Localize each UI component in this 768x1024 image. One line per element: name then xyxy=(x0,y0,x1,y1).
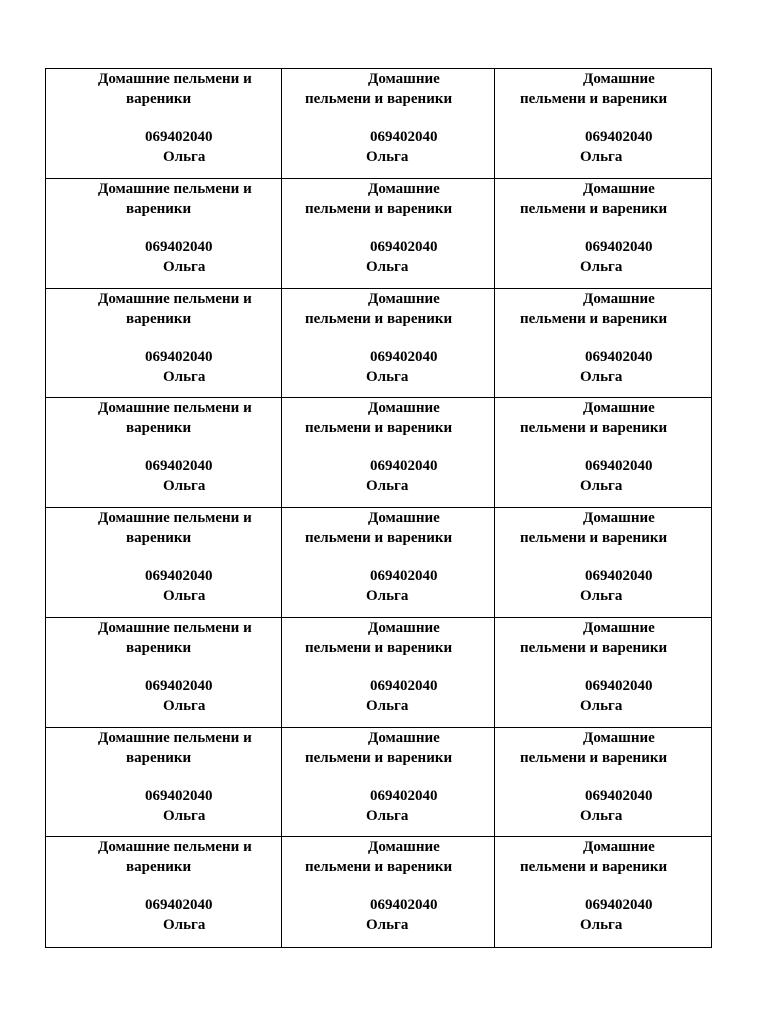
card-title-line-1: Домашние xyxy=(583,619,655,636)
card-phone: 069402040 xyxy=(585,348,653,365)
label-card xyxy=(282,289,495,399)
card-contact-name: Ольга xyxy=(580,478,623,495)
card-title-line-2: пельмени и вареники xyxy=(305,200,453,217)
card-phone: 069402040 xyxy=(145,348,213,365)
card-contact-name: Ольга xyxy=(580,697,623,714)
label-card xyxy=(282,728,495,838)
card-title-line-2: вареники xyxy=(126,200,192,217)
card-title-line-2: пельмени и вареники xyxy=(305,420,453,437)
card-title-line-2: пельмени и вареники xyxy=(305,91,453,107)
card-title-line-2: вареники xyxy=(126,639,192,656)
label-card xyxy=(495,398,711,508)
card-contact-name: Ольга xyxy=(580,917,623,934)
label-card xyxy=(282,837,495,947)
card-phone: 069402040 xyxy=(145,458,213,475)
card-title-line-1: Домашние xyxy=(368,619,440,636)
card-title-line-1: Домашние xyxy=(583,510,655,526)
card-title-line-1: Домашние xyxy=(368,290,440,307)
card-phone: 069402040 xyxy=(370,238,438,255)
card-contact-name: Ольга xyxy=(580,368,623,385)
card-phone: 069402040 xyxy=(585,787,653,804)
label-card xyxy=(495,618,711,728)
card-phone: 069402040 xyxy=(145,897,213,914)
label-card xyxy=(495,69,711,179)
card-title-line-2: пельмени и вареники xyxy=(520,200,668,217)
label-card xyxy=(282,179,495,289)
card-contact-name: Ольга xyxy=(163,368,206,385)
card-title-line-2: пельмени и вареники xyxy=(305,310,453,327)
label-card xyxy=(46,398,282,508)
card-title-line-1: Домашние xyxy=(583,71,655,87)
card-contact-name: Ольга xyxy=(366,258,409,275)
card-title-line-1: Домашние пельмени и xyxy=(98,180,252,197)
card-contact-name: Ольга xyxy=(366,588,409,604)
card-title-line-1: Домашние xyxy=(583,729,655,746)
card-title-line-2: вареники xyxy=(126,859,192,876)
card-title-line-2: пельмени и вареники xyxy=(305,749,453,766)
label-card xyxy=(46,69,282,179)
card-title-line-1: Домашние пельмени и xyxy=(98,400,252,417)
card-contact-name: Ольга xyxy=(366,478,409,495)
label-card xyxy=(495,837,711,947)
card-title-line-1: Домашние xyxy=(583,180,655,197)
card-title-line-2: вареники xyxy=(126,91,192,107)
card-phone: 069402040 xyxy=(585,238,653,255)
card-title-line-1: Домашние пельмени и xyxy=(98,290,252,307)
card-contact-name: Ольга xyxy=(580,149,623,165)
label-card xyxy=(282,508,495,618)
card-phone: 069402040 xyxy=(370,348,438,365)
label-card xyxy=(495,289,711,399)
card-contact-name: Ольга xyxy=(163,478,206,495)
card-title-line-2: пельмени и вареники xyxy=(520,91,668,107)
label-card xyxy=(46,289,282,399)
card-title-line-2: вареники xyxy=(126,420,192,437)
card-title-line-1: Домашние пельмени и xyxy=(98,71,252,87)
card-title-line-1: Домашние пельмени и xyxy=(98,619,252,636)
card-contact-name: Ольга xyxy=(366,149,409,165)
card-phone: 069402040 xyxy=(370,897,438,914)
card-contact-name: Ольга xyxy=(580,807,623,824)
card-phone: 069402040 xyxy=(145,568,213,584)
card-contact-name: Ольга xyxy=(163,149,206,165)
card-title-line-2: пельмени и вареники xyxy=(520,420,668,437)
label-card xyxy=(495,728,711,838)
card-title-line-2: вареники xyxy=(126,749,192,766)
card-phone: 069402040 xyxy=(370,787,438,804)
card-phone: 069402040 xyxy=(370,458,438,475)
card-phone: 069402040 xyxy=(585,677,653,694)
card-title-line-1: Домашние xyxy=(583,839,655,856)
label-sheet xyxy=(45,68,712,948)
card-phone: 069402040 xyxy=(145,677,213,694)
label-card xyxy=(46,837,282,947)
card-title-line-1: Домашние пельмени и xyxy=(98,510,252,526)
label-card xyxy=(282,69,495,179)
card-contact-name: Ольга xyxy=(163,807,206,824)
card-title-line-2: пельмени и вареники xyxy=(305,639,453,656)
card-title-line-1: Домашние xyxy=(583,400,655,417)
card-phone: 069402040 xyxy=(585,568,653,584)
card-title-line-2: пельмени и вареники xyxy=(520,639,668,656)
card-contact-name: Ольга xyxy=(163,917,206,934)
card-title-line-2: пельмени и вареники xyxy=(520,530,668,546)
card-phone: 069402040 xyxy=(585,897,653,914)
card-phone: 069402040 xyxy=(585,129,653,145)
card-phone: 069402040 xyxy=(145,129,213,145)
card-title-line-1: Домашние xyxy=(368,180,440,197)
label-card xyxy=(495,508,711,618)
label-card xyxy=(495,179,711,289)
card-phone: 069402040 xyxy=(145,787,213,804)
card-phone: 069402040 xyxy=(370,677,438,694)
card-title-line-1: Домашние пельмени и xyxy=(98,839,252,856)
card-phone: 069402040 xyxy=(145,238,213,255)
card-contact-name: Ольга xyxy=(580,258,623,275)
card-title-line-2: пельмени и вареники xyxy=(520,310,668,327)
card-contact-name: Ольга xyxy=(163,697,206,714)
label-card xyxy=(282,618,495,728)
card-contact-name: Ольга xyxy=(163,588,206,604)
card-phone: 069402040 xyxy=(370,129,438,145)
card-contact-name: Ольга xyxy=(366,917,409,934)
label-card xyxy=(46,179,282,289)
label-card xyxy=(46,618,282,728)
card-title-line-2: вареники xyxy=(126,310,192,327)
card-title-line-1: Домашние xyxy=(368,839,440,856)
card-contact-name: Ольга xyxy=(366,807,409,824)
card-title-line-2: пельмени и вареники xyxy=(520,859,668,876)
card-title-line-1: Домашние xyxy=(583,290,655,307)
label-card xyxy=(282,398,495,508)
card-contact-name: Ольга xyxy=(580,588,623,604)
card-title-line-2: вареники xyxy=(126,530,192,546)
card-contact-name: Ольга xyxy=(366,368,409,385)
label-card xyxy=(46,508,282,618)
card-title-line-1: Домашние xyxy=(368,729,440,746)
card-title-line-1: Домашние xyxy=(368,71,440,87)
label-card xyxy=(46,728,282,838)
card-contact-name: Ольга xyxy=(366,697,409,714)
card-contact-name: Ольга xyxy=(163,258,206,275)
card-phone: 069402040 xyxy=(370,568,438,584)
card-title-line-2: пельмени и вареники xyxy=(305,859,453,876)
card-title-line-1: Домашние пельмени и xyxy=(98,729,252,746)
card-title-line-1: Домашние xyxy=(368,510,440,526)
card-title-line-2: пельмени и вареники xyxy=(305,530,453,546)
card-title-line-1: Домашние xyxy=(368,400,440,417)
card-title-line-2: пельмени и вареники xyxy=(520,749,668,766)
card-phone: 069402040 xyxy=(585,458,653,475)
